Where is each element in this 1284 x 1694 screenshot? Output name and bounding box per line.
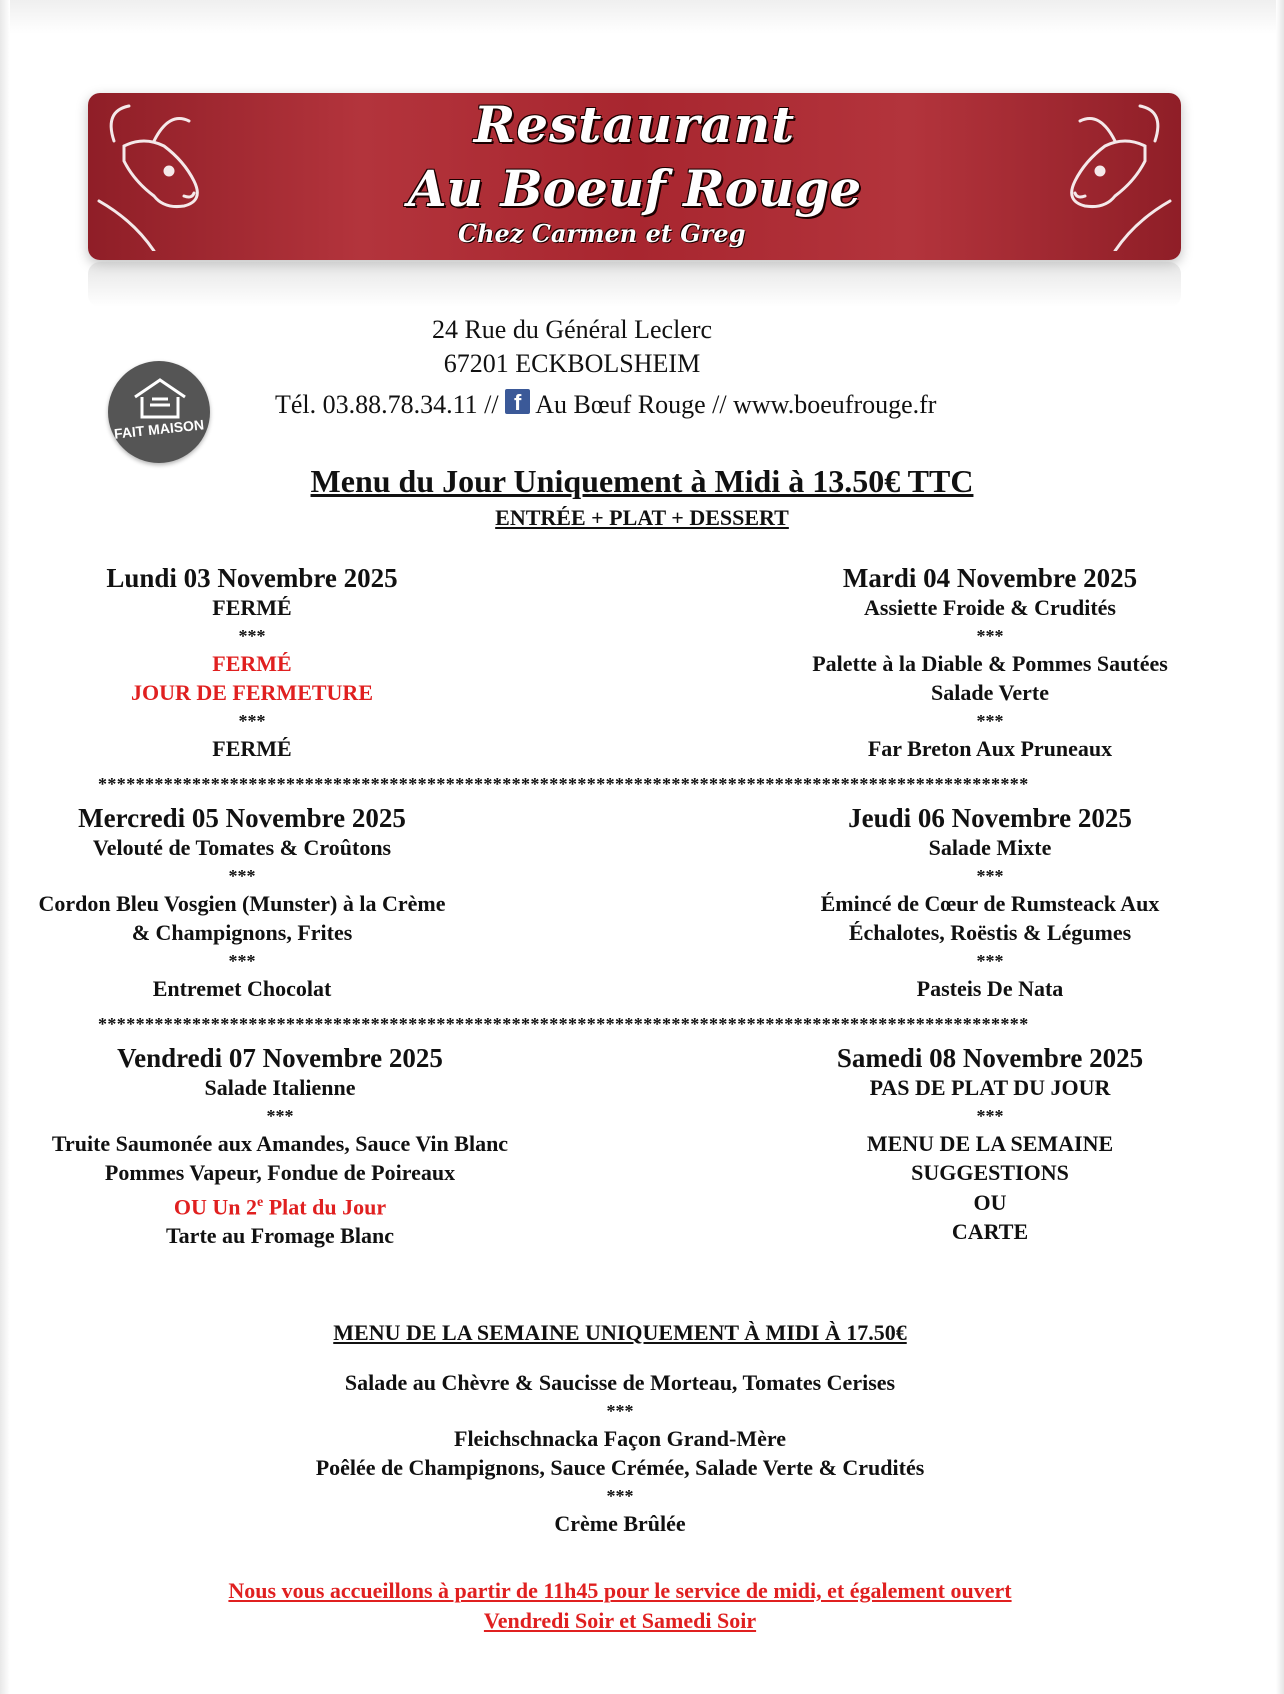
menu-subtitle: ENTRÉE + PLAT + DESSERT bbox=[495, 505, 789, 530]
day-plat-detail: Échalotes, Roëstis & Légumes bbox=[848, 920, 1132, 945]
day-plat: Émincé de Cœur de Rumsteack Aux bbox=[820, 890, 1160, 916]
row-divider: *************************************************************************************************** bbox=[98, 774, 1029, 794]
banner-title-name: Au Boeuf Rouge bbox=[407, 159, 862, 218]
house-icon bbox=[130, 375, 190, 425]
course-separator: *** bbox=[228, 865, 256, 886]
day-thursday bbox=[740, 803, 1240, 1003]
week-menu-title: MENU DE LA SEMAINE UNIQUEMENT À MIDI À 17.50€ bbox=[333, 1320, 907, 1345]
day-entree: FERMÉ bbox=[212, 595, 292, 620]
day-name: Lundi 03 Novembre 2025 bbox=[106, 563, 398, 593]
day-plat-detail: & Champignons, Frites bbox=[131, 920, 353, 945]
day-dessert: Entremet Chocolat bbox=[152, 975, 332, 1001]
day-entree: Velouté de Tomates & Croûtons bbox=[92, 835, 392, 860]
menu-title: Menu du Jour Uniquement à Midi à 13.50€ TTC bbox=[310, 463, 974, 499]
day-plat: Truite Saumonée aux Amandes, Sauce Vin Blanc bbox=[51, 1130, 509, 1156]
day-friday bbox=[0, 1043, 560, 1251]
opening-notice-line2: Vendredi Soir et Samedi Soir bbox=[483, 1608, 757, 1633]
day-monday bbox=[52, 563, 452, 763]
alternative-plat: OU Un 2e Plat du Jour bbox=[173, 1193, 387, 1219]
day-plat-detail: Pommes Vapeur, Fondue de Poireaux bbox=[104, 1160, 456, 1185]
day-name: Samedi 08 Novembre 2025 bbox=[836, 1043, 1144, 1073]
week-plat-detail: Poêlée de Champignons, Sauce Crémée, Salade Verte & Crudités bbox=[315, 1455, 925, 1480]
day-tuesday bbox=[740, 563, 1240, 763]
day-entree: PAS DE PLAT DU JOUR bbox=[869, 1075, 1111, 1100]
day-name: Mardi 04 Novembre 2025 bbox=[842, 563, 1138, 593]
day-name: Mercredi 05 Novembre 2025 bbox=[78, 803, 406, 833]
banner-reflection bbox=[88, 262, 1181, 307]
day-name: Jeudi 06 Novembre 2025 bbox=[848, 803, 1132, 833]
day-name: Vendredi 07 Novembre 2025 bbox=[117, 1043, 443, 1073]
fait-maison-label: FAIT MAISON bbox=[113, 416, 205, 442]
day-dessert: Far Breton Aux Pruneaux bbox=[867, 735, 1113, 761]
facebook-icon[interactable]: f bbox=[505, 389, 530, 414]
saturday-line: SUGGESTIONS bbox=[911, 1160, 1069, 1185]
day-entree: Salade Italienne bbox=[204, 1075, 356, 1100]
page-top-shadow bbox=[0, 0, 1284, 34]
week-dessert: Crème Brûlée bbox=[554, 1510, 686, 1536]
day-entree: Assiette Froide & Crudités bbox=[864, 595, 1116, 620]
day-dessert: FERMÉ bbox=[212, 735, 292, 761]
course-separator: *** bbox=[606, 1485, 634, 1506]
opening-notice bbox=[0, 1576, 1240, 1636]
week-menu bbox=[0, 1368, 1240, 1538]
week-entree: Salade au Chèvre & Saucisse de Morteau, Tomates Cerises bbox=[344, 1370, 896, 1395]
course-separator: *** bbox=[606, 1400, 634, 1421]
day-plat: Cordon Bleu Vosgien (Munster) à la Crème bbox=[38, 890, 446, 916]
row-divider: *************************************************************************************************** bbox=[98, 1014, 1029, 1034]
day-entree: Salade Mixte bbox=[928, 835, 1052, 860]
contact-line bbox=[275, 389, 936, 420]
day-plat-detail: JOUR DE FERMETURE bbox=[130, 680, 373, 705]
course-separator: *** bbox=[976, 625, 1004, 646]
course-separator: *** bbox=[266, 1105, 294, 1126]
course-separator: *** bbox=[238, 625, 266, 646]
address-street: 24 Rue du Général Leclerc bbox=[431, 315, 713, 344]
banner-subtitle: Chez Carmen et Greg bbox=[458, 219, 746, 248]
restaurant-banner bbox=[88, 93, 1181, 260]
banner-title-restaurant: Restaurant bbox=[473, 95, 796, 154]
facebook-link[interactable]: Au Bœuf Rouge // bbox=[535, 390, 727, 419]
course-separator: *** bbox=[976, 1105, 1004, 1126]
day-dessert: Tarte au Fromage Blanc bbox=[166, 1223, 394, 1249]
saturday-line: OU bbox=[973, 1189, 1007, 1215]
course-separator: *** bbox=[976, 950, 1004, 971]
saturday-line: CARTE bbox=[951, 1219, 1029, 1244]
fait-maison-badge bbox=[108, 361, 210, 463]
day-saturday bbox=[740, 1043, 1240, 1247]
phone-number: Tél. 03.88.78.34.11 // bbox=[275, 390, 499, 419]
course-separator: *** bbox=[976, 710, 1004, 731]
saturday-line: MENU DE LA SEMAINE bbox=[866, 1130, 1114, 1156]
day-plat-detail: Salade Verte bbox=[931, 680, 1049, 705]
course-separator: *** bbox=[976, 865, 1004, 886]
page-right-shadow bbox=[1276, 0, 1284, 1694]
course-separator: *** bbox=[238, 710, 266, 731]
week-plat: Fleichschnacka Façon Grand-Mère bbox=[454, 1425, 786, 1451]
day-plat: Palette à la Diable & Pommes Sautées bbox=[812, 650, 1168, 676]
day-plat: FERMÉ bbox=[212, 650, 292, 676]
day-wednesday bbox=[0, 803, 484, 1003]
course-separator: *** bbox=[228, 950, 256, 971]
opening-notice-line1: Nous vous accueillons à partir de 11h45 pour le service de midi, et également ouvert bbox=[228, 1578, 1012, 1603]
website-link[interactable]: www.boeufrouge.fr bbox=[733, 390, 937, 419]
day-dessert: Pasteis De Nata bbox=[916, 975, 1064, 1001]
address-city: 67201 ECKBOLSHEIM bbox=[443, 349, 701, 378]
